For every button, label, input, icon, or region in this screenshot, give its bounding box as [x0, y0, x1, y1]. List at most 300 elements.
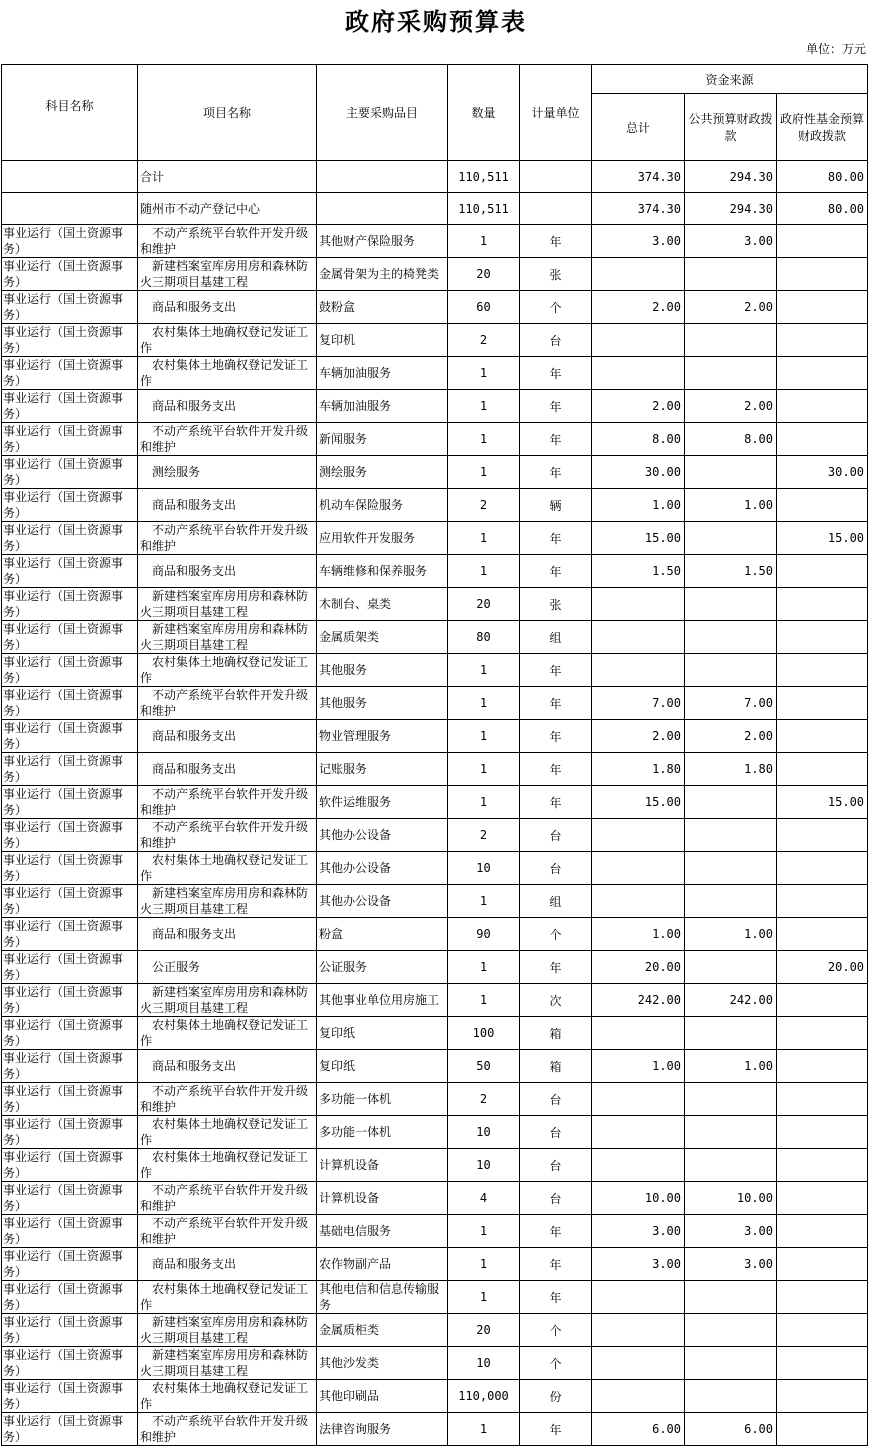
subject-cell: 事业运行（国土资源事务） [2, 357, 138, 390]
item-cell: 其他沙发类 [317, 1347, 448, 1380]
public-cell [685, 621, 777, 654]
total-cell: 1.50 [592, 555, 685, 588]
total-cell [592, 1281, 685, 1314]
subject-cell: 事业运行（国土资源事务） [2, 456, 138, 489]
item-cell: 车辆加油服务 [317, 390, 448, 423]
table-row [2, 456, 868, 489]
total-cell [592, 1347, 685, 1380]
subject-cell: 事业运行（国土资源事务） [2, 786, 138, 819]
fund-cell: 30.00 [777, 456, 868, 489]
qty-cell: 1 [448, 984, 520, 1017]
unit-cell: 次 [520, 984, 592, 1017]
project-cell: 合计 [138, 161, 317, 193]
table-row [2, 951, 868, 984]
qty-cell: 1 [448, 423, 520, 456]
unit-cell: 箱 [520, 1050, 592, 1083]
qty-cell: 1 [448, 720, 520, 753]
qty-cell: 1 [448, 1215, 520, 1248]
table-row [2, 1380, 868, 1413]
fund-cell [777, 1281, 868, 1314]
unit-cell: 份 [520, 1380, 592, 1413]
public-cell: 1.00 [685, 489, 777, 522]
table-row [2, 225, 868, 258]
total-cell: 15.00 [592, 786, 685, 819]
table-body [2, 161, 868, 1446]
header-total: 总计 [592, 94, 685, 161]
qty-cell: 110,511 [448, 161, 520, 193]
table-row [2, 324, 868, 357]
unit-cell: 年 [520, 357, 592, 390]
item-cell: 软件运维服务 [317, 786, 448, 819]
unit-cell: 台 [520, 1116, 592, 1149]
qty-cell: 10 [448, 1347, 520, 1380]
qty-cell: 1 [448, 555, 520, 588]
fund-cell: 80.00 [777, 193, 868, 225]
project-cell: 新建档案室库房用房和森林防火三期项目基建工程 [138, 621, 317, 654]
item-cell: 其他印刷品 [317, 1380, 448, 1413]
total-cell [592, 588, 685, 621]
fund-cell [777, 720, 868, 753]
qty-cell: 1 [448, 786, 520, 819]
page-title: 政府采购预算表 [345, 7, 527, 36]
public-cell [685, 1347, 777, 1380]
table-row [2, 588, 868, 621]
public-cell [685, 324, 777, 357]
unit-cell: 年 [520, 786, 592, 819]
table-row [2, 555, 868, 588]
public-cell [685, 456, 777, 489]
unit-cell: 个 [520, 1314, 592, 1347]
qty-cell: 1 [448, 357, 520, 390]
project-cell: 不动产系统平台软件开发升级和维护 [138, 687, 317, 720]
unit-cell [520, 161, 592, 193]
total-cell: 1.00 [592, 489, 685, 522]
qty-cell: 20 [448, 588, 520, 621]
total-cell: 3.00 [592, 1248, 685, 1281]
qty-cell: 2 [448, 1083, 520, 1116]
project-cell: 不动产系统平台软件开发升级和维护 [138, 423, 317, 456]
item-cell: 其他服务 [317, 654, 448, 687]
unit-cell: 个 [520, 291, 592, 324]
project-cell: 农村集体土地确权登记发证工作 [138, 324, 317, 357]
qty-cell: 1 [448, 753, 520, 786]
item-cell: 测绘服务 [317, 456, 448, 489]
table-row [2, 291, 868, 324]
public-cell [685, 258, 777, 291]
project-cell: 不动产系统平台软件开发升级和维护 [138, 1083, 317, 1116]
qty-cell: 1 [448, 1413, 520, 1446]
item-cell: 新闻服务 [317, 423, 448, 456]
public-cell [685, 1083, 777, 1116]
table-row [2, 654, 868, 687]
fund-cell: 15.00 [777, 522, 868, 555]
total-cell: 1.00 [592, 918, 685, 951]
fund-cell [777, 687, 868, 720]
subject-cell: 事业运行（国土资源事务） [2, 423, 138, 456]
qty-cell: 1 [448, 654, 520, 687]
item-cell: 计算机设备 [317, 1149, 448, 1182]
project-cell: 商品和服务支出 [138, 1248, 317, 1281]
qty-cell: 1 [448, 885, 520, 918]
project-cell: 商品和服务支出 [138, 489, 317, 522]
qty-cell: 10 [448, 1149, 520, 1182]
project-cell: 商品和服务支出 [138, 918, 317, 951]
fund-cell [777, 1149, 868, 1182]
total-cell [592, 852, 685, 885]
subject-cell: 事业运行（国土资源事务） [2, 819, 138, 852]
total-cell: 3.00 [592, 225, 685, 258]
qty-cell: 50 [448, 1050, 520, 1083]
qty-cell: 20 [448, 258, 520, 291]
subject-cell: 事业运行（国土资源事务） [2, 390, 138, 423]
unit-cell: 组 [520, 621, 592, 654]
public-cell: 2.00 [685, 390, 777, 423]
table-row [2, 819, 868, 852]
table-row [2, 390, 868, 423]
unit-cell: 年 [520, 687, 592, 720]
item-cell: 金属质架类 [317, 621, 448, 654]
header-public-budget: 公共预算财政拨款 [685, 94, 777, 161]
unit-cell: 组 [520, 885, 592, 918]
fund-cell [777, 225, 868, 258]
project-cell: 商品和服务支出 [138, 753, 317, 786]
item-cell: 其他办公设备 [317, 819, 448, 852]
total-cell: 374.30 [592, 193, 685, 225]
subject-cell: 事业运行（国土资源事务） [2, 1248, 138, 1281]
subject-cell: 事业运行（国土资源事务） [2, 1314, 138, 1347]
project-cell: 不动产系统平台软件开发升级和维护 [138, 225, 317, 258]
table-row [2, 489, 868, 522]
total-cell [592, 819, 685, 852]
public-cell [685, 852, 777, 885]
header-subject: 科目名称 [2, 65, 138, 161]
project-cell: 新建档案室库房用房和森林防火三期项目基建工程 [138, 984, 317, 1017]
subject-cell: 事业运行（国土资源事务） [2, 258, 138, 291]
project-cell: 农村集体土地确权登记发证工作 [138, 1116, 317, 1149]
subject-cell: 事业运行（国土资源事务） [2, 588, 138, 621]
unit-cell: 年 [520, 555, 592, 588]
public-cell [685, 786, 777, 819]
fund-cell [777, 588, 868, 621]
project-cell: 农村集体土地确权登记发证工作 [138, 357, 317, 390]
item-cell: 金属骨架为主的椅凳类 [317, 258, 448, 291]
unit-cell: 张 [520, 588, 592, 621]
unit-cell: 台 [520, 819, 592, 852]
item-cell: 机动车保险服务 [317, 489, 448, 522]
qty-cell: 1 [448, 1248, 520, 1281]
table-row [2, 852, 868, 885]
item-cell: 复印纸 [317, 1017, 448, 1050]
subject-cell: 事业运行（国土资源事务） [2, 225, 138, 258]
qty-cell: 1 [448, 225, 520, 258]
fund-cell [777, 1413, 868, 1446]
fund-cell [777, 1116, 868, 1149]
qty-cell: 1 [448, 522, 520, 555]
unit-cell: 年 [520, 1413, 592, 1446]
unit-cell: 年 [520, 522, 592, 555]
item-cell: 其他财产保险服务 [317, 225, 448, 258]
fund-cell [777, 555, 868, 588]
fund-cell [777, 984, 868, 1017]
public-cell [685, 819, 777, 852]
unit-cell: 年 [520, 225, 592, 258]
item-cell: 多功能一体机 [317, 1083, 448, 1116]
item-cell: 法律咨询服务 [317, 1413, 448, 1446]
qty-cell: 2 [448, 489, 520, 522]
subject-cell: 事业运行（国土资源事务） [2, 291, 138, 324]
header-fund-budget: 政府性基金预算财政拨款 [777, 94, 868, 161]
table-row [2, 687, 868, 720]
qty-cell: 10 [448, 1116, 520, 1149]
fund-cell [777, 1248, 868, 1281]
item-cell: 鼓粉盒 [317, 291, 448, 324]
public-cell [685, 885, 777, 918]
qty-cell: 4 [448, 1182, 520, 1215]
unit-cell: 年 [520, 1248, 592, 1281]
item-cell: 其他服务 [317, 687, 448, 720]
subject-cell: 事业运行（国土资源事务） [2, 852, 138, 885]
project-cell: 农村集体土地确权登记发证工作 [138, 852, 317, 885]
total-cell [592, 654, 685, 687]
fund-cell: 80.00 [777, 161, 868, 193]
fund-cell [777, 621, 868, 654]
fund-cell [777, 357, 868, 390]
total-cell: 6.00 [592, 1413, 685, 1446]
project-cell: 农村集体土地确权登记发证工作 [138, 1017, 317, 1050]
table-row [2, 1083, 868, 1116]
public-cell: 242.00 [685, 984, 777, 1017]
public-cell: 3.00 [685, 1248, 777, 1281]
qty-cell: 2 [448, 324, 520, 357]
budget-table [1, 64, 868, 1446]
item-cell: 金属质柜类 [317, 1314, 448, 1347]
qty-cell: 20 [448, 1314, 520, 1347]
unit-cell: 箱 [520, 1017, 592, 1050]
item-cell: 公证服务 [317, 951, 448, 984]
qty-cell: 110,000 [448, 1380, 520, 1413]
fund-cell [777, 1182, 868, 1215]
qty-cell: 1 [448, 687, 520, 720]
subject-cell: 事业运行（国土资源事务） [2, 1017, 138, 1050]
table-row [2, 885, 868, 918]
unit-cell: 年 [520, 1215, 592, 1248]
project-cell: 随州市不动产登记中心 [138, 193, 317, 225]
item-cell: 车辆维修和保养服务 [317, 555, 448, 588]
item-cell: 复印机 [317, 324, 448, 357]
qty-cell: 2 [448, 819, 520, 852]
subject-cell: 事业运行（国土资源事务） [2, 522, 138, 555]
qty-cell: 110,511 [448, 193, 520, 225]
subject-cell: 事业运行（国土资源事务） [2, 621, 138, 654]
table-row [2, 786, 868, 819]
subject-cell: 事业运行（国土资源事务） [2, 885, 138, 918]
summary-row [2, 193, 868, 225]
fund-cell [777, 885, 868, 918]
unit-cell: 台 [520, 324, 592, 357]
project-cell: 不动产系统平台软件开发升级和维护 [138, 786, 317, 819]
unit-cell: 个 [520, 1347, 592, 1380]
total-cell [592, 357, 685, 390]
table-row [2, 621, 868, 654]
project-cell: 农村集体土地确权登记发证工作 [138, 654, 317, 687]
unit-cell: 年 [520, 753, 592, 786]
public-cell [685, 654, 777, 687]
fund-cell [777, 324, 868, 357]
subject-cell: 事业运行（国土资源事务） [2, 1116, 138, 1149]
fund-cell [777, 1380, 868, 1413]
project-cell: 商品和服务支出 [138, 291, 317, 324]
item-cell: 基础电信服务 [317, 1215, 448, 1248]
project-cell: 新建档案室库房用房和森林防火三期项目基建工程 [138, 1347, 317, 1380]
public-cell: 294.30 [685, 161, 777, 193]
total-cell: 374.30 [592, 161, 685, 193]
item-cell [317, 161, 448, 193]
subject-cell: 事业运行（国土资源事务） [2, 324, 138, 357]
subject-cell [2, 193, 138, 225]
fund-cell [777, 489, 868, 522]
fund-cell [777, 819, 868, 852]
total-cell [592, 1380, 685, 1413]
qty-cell: 1 [448, 456, 520, 489]
table-row [2, 1314, 868, 1347]
item-cell: 记账服务 [317, 753, 448, 786]
unit-cell: 年 [520, 654, 592, 687]
fund-cell [777, 852, 868, 885]
item-cell: 应用软件开发服务 [317, 522, 448, 555]
project-cell: 新建档案室库房用房和森林防火三期项目基建工程 [138, 1314, 317, 1347]
item-cell: 木制台、桌类 [317, 588, 448, 621]
subject-cell: 事业运行（国土资源事务） [2, 687, 138, 720]
unit-cell: 年 [520, 951, 592, 984]
item-cell: 其他办公设备 [317, 852, 448, 885]
project-cell: 新建档案室库房用房和森林防火三期项目基建工程 [138, 588, 317, 621]
total-cell: 15.00 [592, 522, 685, 555]
public-cell: 10.00 [685, 1182, 777, 1215]
total-cell [592, 324, 685, 357]
table-row [2, 1281, 868, 1314]
fund-cell [777, 1314, 868, 1347]
total-cell: 20.00 [592, 951, 685, 984]
unit-cell: 台 [520, 852, 592, 885]
public-cell: 294.30 [685, 193, 777, 225]
public-cell: 6.00 [685, 1413, 777, 1446]
project-cell: 商品和服务支出 [138, 720, 317, 753]
subject-cell: 事业运行（国土资源事务） [2, 1182, 138, 1215]
fund-cell [777, 1347, 868, 1380]
fund-cell [777, 390, 868, 423]
unit-cell: 辆 [520, 489, 592, 522]
subject-cell: 事业运行（国土资源事务） [2, 1281, 138, 1314]
fund-cell [777, 1083, 868, 1116]
unit-cell: 年 [520, 423, 592, 456]
public-cell [685, 951, 777, 984]
project-cell: 不动产系统平台软件开发升级和维护 [138, 522, 317, 555]
subject-cell: 事业运行（国土资源事务） [2, 951, 138, 984]
public-cell [685, 588, 777, 621]
table-row [2, 357, 868, 390]
item-cell: 其他电信和信息传输服务 [317, 1281, 448, 1314]
project-cell: 农村集体土地确权登记发证工作 [138, 1281, 317, 1314]
item-cell: 计算机设备 [317, 1182, 448, 1215]
total-cell [592, 1083, 685, 1116]
public-cell [685, 522, 777, 555]
public-cell [685, 1116, 777, 1149]
table-row [2, 522, 868, 555]
fund-cell [777, 918, 868, 951]
total-cell: 2.00 [592, 390, 685, 423]
unit-cell: 张 [520, 258, 592, 291]
total-cell [592, 1149, 685, 1182]
qty-cell: 80 [448, 621, 520, 654]
public-cell: 2.00 [685, 720, 777, 753]
total-cell: 242.00 [592, 984, 685, 1017]
item-cell [317, 193, 448, 225]
total-cell: 8.00 [592, 423, 685, 456]
subject-cell [2, 161, 138, 193]
header-item: 主要采购品目 [317, 65, 448, 161]
fund-cell [777, 654, 868, 687]
project-cell: 农村集体土地确权登记发证工作 [138, 1380, 317, 1413]
subject-cell: 事业运行（国土资源事务） [2, 1149, 138, 1182]
public-cell [685, 1281, 777, 1314]
table-row [2, 258, 868, 291]
public-cell: 1.50 [685, 555, 777, 588]
fund-cell [777, 753, 868, 786]
item-cell: 其他办公设备 [317, 885, 448, 918]
table-row [2, 1413, 868, 1446]
fund-cell [777, 1050, 868, 1083]
header-project: 项目名称 [138, 65, 317, 161]
qty-cell: 1 [448, 390, 520, 423]
unit-cell: 个 [520, 918, 592, 951]
total-cell: 2.00 [592, 720, 685, 753]
item-cell: 多功能一体机 [317, 1116, 448, 1149]
summary-row [2, 161, 868, 193]
table-row [2, 1215, 868, 1248]
total-cell [592, 1314, 685, 1347]
table-row [2, 1182, 868, 1215]
public-cell: 3.00 [685, 1215, 777, 1248]
table-row [2, 1116, 868, 1149]
public-cell [685, 1380, 777, 1413]
public-cell [685, 1017, 777, 1050]
project-cell: 不动产系统平台软件开发升级和维护 [138, 1182, 317, 1215]
public-cell: 2.00 [685, 291, 777, 324]
public-cell: 7.00 [685, 687, 777, 720]
fund-cell [777, 1017, 868, 1050]
fund-cell: 15.00 [777, 786, 868, 819]
total-cell: 7.00 [592, 687, 685, 720]
total-cell [592, 258, 685, 291]
public-cell: 3.00 [685, 225, 777, 258]
total-cell: 3.00 [592, 1215, 685, 1248]
item-cell: 粉盒 [317, 918, 448, 951]
subject-cell: 事业运行（国土资源事务） [2, 1050, 138, 1083]
table-row [2, 1248, 868, 1281]
subject-cell: 事业运行（国土资源事务） [2, 1413, 138, 1446]
qty-cell: 60 [448, 291, 520, 324]
subject-cell: 事业运行（国土资源事务） [2, 555, 138, 588]
total-cell [592, 885, 685, 918]
table-row [2, 918, 868, 951]
header-qty: 数量 [448, 65, 520, 161]
public-cell [685, 357, 777, 390]
item-cell: 物业管理服务 [317, 720, 448, 753]
subject-cell: 事业运行（国土资源事务） [2, 1083, 138, 1116]
table-row [2, 1149, 868, 1182]
public-cell: 1.00 [685, 1050, 777, 1083]
total-cell: 1.00 [592, 1050, 685, 1083]
